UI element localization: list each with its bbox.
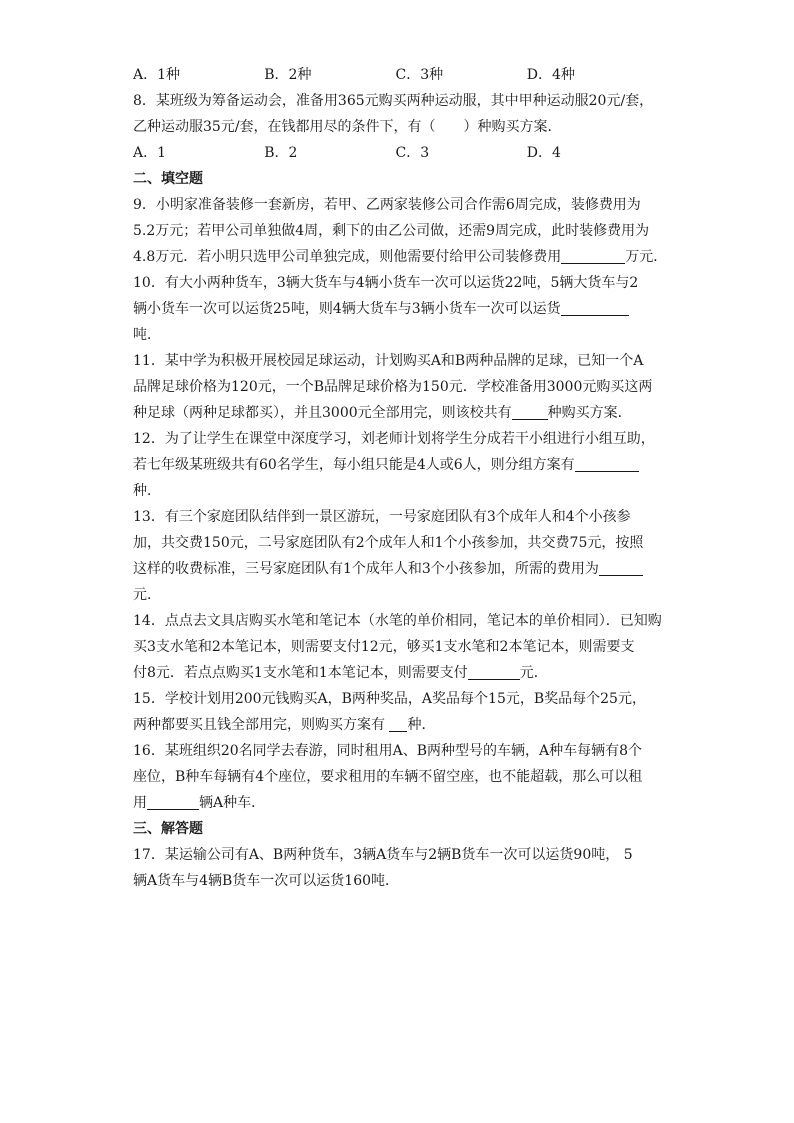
- q11-answer-blank[interactable]: [512, 403, 548, 420]
- q15-line2-text: 两种都要买且钱全部用完，则购买方案有: [133, 717, 390, 733]
- q8-option-d: D．4: [526, 145, 561, 161]
- q11-line2: 品牌足球价格为120元，一个B品牌足球价格为150元．学校准备用3000元购买这两: [133, 379, 653, 395]
- q14-line3-unit: 元．: [519, 665, 548, 681]
- q11-line3: [133, 400, 658, 426]
- q16-answer-blank[interactable]: [147, 793, 199, 810]
- q11-line1: 11．某中学为积极开展校园足球运动，计划购买A和B两种品牌的足球，已知一个A: [133, 353, 644, 369]
- q8-options: [133, 140, 658, 166]
- q10-answer-blank[interactable]: [561, 299, 629, 316]
- q16-line3-text: 用: [133, 795, 147, 811]
- q9-answer-blank[interactable]: [561, 247, 625, 264]
- q10-line1: 10．有大小两种货车，3辆大货车与4辆小货车一次可以运货22吨，5辆大货车与2: [133, 275, 639, 291]
- q8-option-c: C．3: [395, 145, 430, 161]
- q13-line2: 加，共交费150元，二号家庭团队有2个成年人和1个小孩参加，共交费75元，按照: [133, 535, 644, 551]
- q9-line3-unit: 万元．: [625, 249, 668, 265]
- q9-line2: 5.2万元；若甲公司单独做4周，剩下的由乙公司做，还需9周完成，此时装修费用为: [133, 223, 650, 239]
- q8-line1: 8．某班级为筹备运动会，准备用365元购买两种运动服，其中甲种运动服20元/套，: [133, 93, 654, 109]
- q16-line3: [133, 790, 658, 816]
- q7-option-b: B．2种: [264, 67, 312, 83]
- q13-line1: 13．有三个家庭团队结伴到一景区游玩，一号家庭团队有3个成年人和4个小孩参: [133, 509, 631, 525]
- q11-line3-text: 种足球（两种足球都买），并且3000元全部用完，则该校共有: [133, 405, 512, 421]
- q11-line3-unit: 种购买方案．: [547, 405, 632, 421]
- q13-line4: 元．: [133, 587, 161, 603]
- q15-line1: 15．学校计划用200元钱购买A，B两种奖品，A奖品每个15元，B奖品每个25元，: [133, 691, 646, 707]
- q8-option-b: B．2: [264, 145, 298, 161]
- q12-line3: 种．: [133, 483, 161, 499]
- q14-line3: [133, 660, 658, 686]
- q16-line2: 座位，B种车每辆有4个座位，要求租用的车辆不留空座，也不能超载，那么可以租: [133, 769, 643, 785]
- worksheet-content: [133, 62, 668, 894]
- q9-line1: 9．小明家准备装修一套新房，若甲、乙两家装修公司合作需6周完成，装修费用为: [133, 197, 641, 213]
- q12-line2: [133, 452, 658, 478]
- q16-line3-unit: 辆A种车．: [199, 795, 266, 811]
- q13-line3-text: 这样的收费标准，三号家庭团队有1个成年人和3个小孩参加，所需的费用为: [133, 561, 599, 577]
- q12-line1: 12．为了让学生在课堂中深度学习，刘老师计划将学生分成若干小组进行小组互助，: [133, 431, 655, 447]
- q15-line2: [133, 712, 658, 738]
- q8-line2: 乙种运动服35元/套，在钱都用尽的条件下，有（ ）种购买方案．: [133, 119, 562, 135]
- q10-line2: [133, 296, 658, 322]
- q12-line2-text: 若七年级某班级共有60名学生，每小组只能是4人或6人，则分组方案有: [133, 457, 575, 473]
- q7-option-a: A．1种: [133, 67, 181, 83]
- q13-answer-blank[interactable]: [599, 559, 643, 576]
- q10-line2-text: 辆小货车一次可以运货25吨，则4辆大货车与3辆小货车一次可以运货: [133, 301, 561, 317]
- q15-answer-blank[interactable]: [389, 715, 407, 732]
- q10-line3: 吨．: [133, 327, 161, 343]
- q15-line2-unit: 种．: [407, 717, 436, 733]
- q13-line3: [133, 556, 658, 582]
- section-fill-in-title: 二、填空题: [133, 171, 203, 187]
- q9-line3-text: 4.8万元．若小明只选甲公司单独完成，则他需要付给甲公司装修费用: [133, 249, 562, 265]
- q9-line3: [133, 244, 668, 270]
- q14-line2: 买3支水笔和2本笔记本，则需要支付12元，够买1支水笔和2本笔记本，则需要支: [133, 639, 635, 655]
- q7-option-c: C．3种: [395, 67, 444, 83]
- q7-option-d: D．4种: [526, 67, 575, 83]
- q14-line3-text: 付8元．若点点购买1支水笔和1本笔记本，则需要支付: [133, 665, 468, 681]
- q14-line1: 14．点点去文具店购买水笔和笔记本（水笔的单价相同，笔记本的单价相同）．已知购: [133, 613, 662, 629]
- q7-options: [133, 62, 658, 88]
- q16-line1: 16．某班组织20名同学去春游，同时租用A、B两种型号的车辆，A种车每辆有8个: [133, 743, 643, 759]
- q17-line1: 17．某运输公司有A、B两种货车，3辆A货车与2辆B货车一次可以运货90吨， 5: [133, 847, 633, 863]
- q8-option-a: A．1: [133, 145, 167, 161]
- q12-answer-blank[interactable]: [575, 455, 639, 472]
- section-solve-title: 三、解答题: [133, 821, 203, 837]
- q14-answer-blank[interactable]: [468, 663, 520, 680]
- q17-line2: 辆A货车与4辆B货车一次可以运货160吨．: [133, 873, 400, 889]
